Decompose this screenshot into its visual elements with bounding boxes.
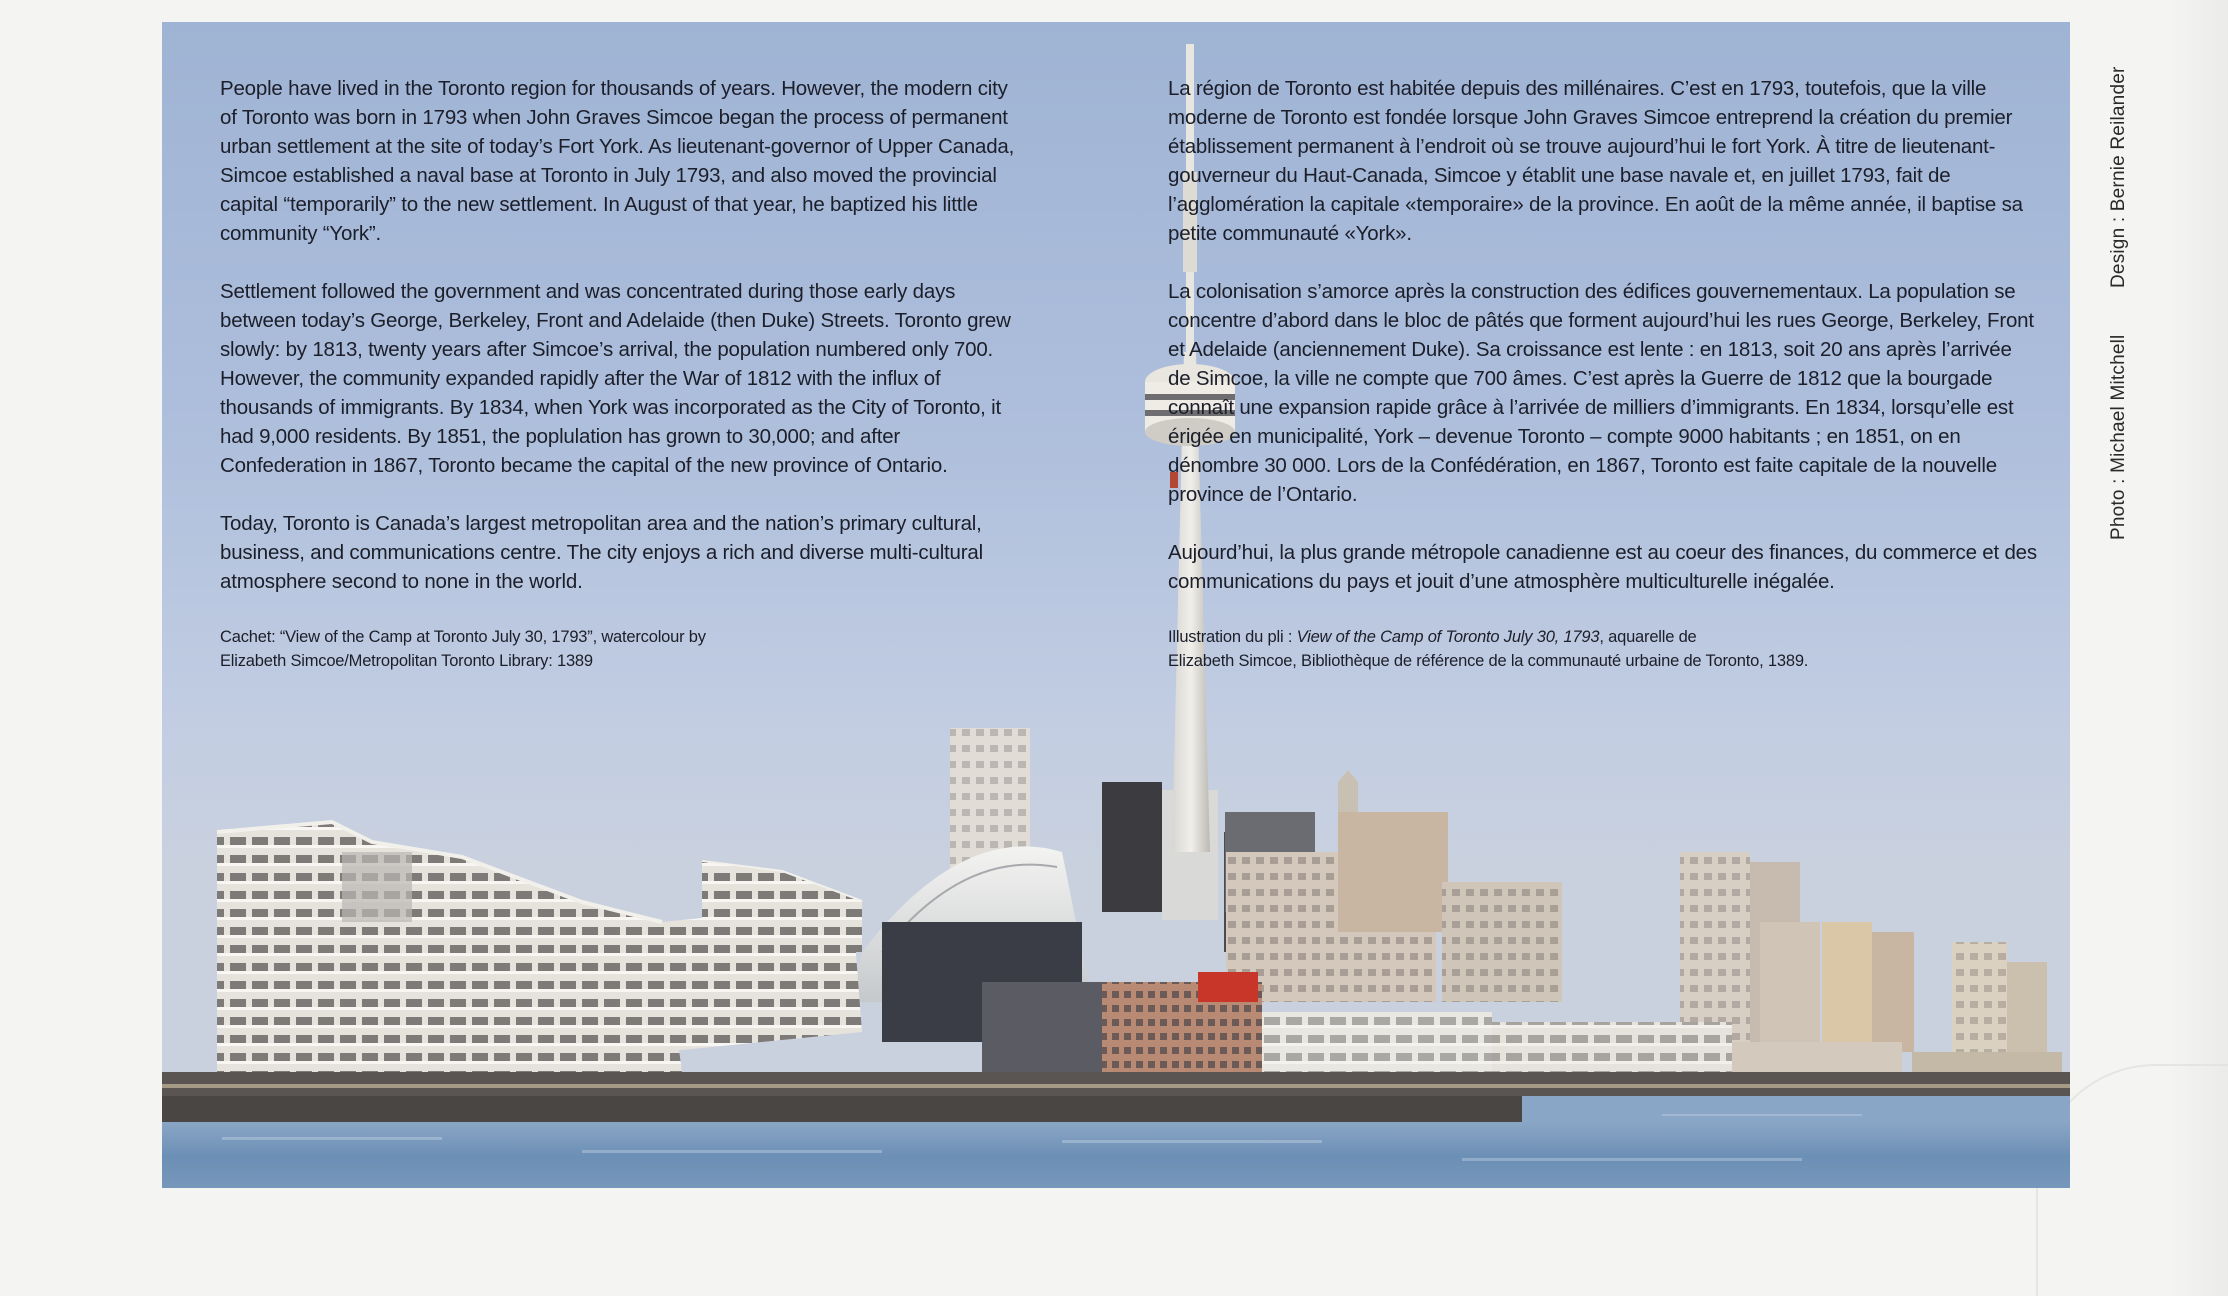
french-paragraph-1: La région de Toronto est habitée depuis des millénaires. C’est en 1793, toutefois, que la ville moderne de Toronto est fondée lorsque John Graves Simcoe entreprend la création du premier établissement permanent à l’endroit où se trouve aujourd’hui le fort York. À titre de lieutenant-gouverneur du Haut-Canada, Simcoe y établit une base navale et, en juillet 1793, fait de l’agglomération la capitale «temporaire» de la province. En août de la même année, il baptise sa petite communauté «York».	[1168, 77, 2023, 245]
french-caption-prefix: Illustration du pli :	[1168, 628, 1297, 646]
french-caption-title: View of the Camp of Toronto July 30, 1793	[1296, 628, 1600, 646]
french-caption-line-1	[1168, 625, 2038, 649]
english-text-column	[220, 74, 1020, 673]
french-paragraph-3: Aujourd’hui, la plus grande métropole canadienne est au coeur des finances, du commerce et des communications du pays et jouit d’une atmosphère multiculturelle inégalée.	[1168, 541, 2037, 593]
french-paragraph-2: La colonisation s’amorce après la construction des édifices gouvernementaux. La population se concentre d’abord dans le bloc de pâtés que forment aujourd’hui les rues George, Berkeley, Front et Adelaide (anciennement Duke). Sa croissance est lente : en 1813, soit 20 ans après l’arrivée de Simcoe, la ville ne compte que 700 âmes. C’est après la Guerre de 1812 que la bourgade connaît une expansion rapide grâce à l’arrivée de milliers d’immigrants. En 1834, lorsqu’elle est érigée en municipalité, York – devenue Toronto – compte 9000 habitants ; en 1851, on en dénombre 30 000. Lors de la Confédération, en 1867, Toronto est faite capitale de la nouvelle province de l’Ontario.	[1168, 280, 2034, 506]
photo-credit: Photo : Michael Mitchell	[2108, 334, 2129, 540]
english-caption-line-2: Elizabeth Simcoe/Metropolitan Toronto Library: 1389	[220, 652, 593, 670]
toronto-skyline-photo	[162, 22, 2070, 1188]
design-credit: Design : Bernie Reilander	[2108, 66, 2129, 288]
english-caption	[220, 625, 1020, 673]
french-text-column	[1168, 74, 2038, 673]
french-caption-line-2: Elizabeth Simcoe, Bibliothèque de référence de la communauté urbaine de Toronto, 1389.	[1168, 652, 1809, 670]
english-paragraph-3: Today, Toronto is Canada’s largest metropolitan area and the nation’s primary cultural, business, and communications centre. The city enjoys a rich and diverse multi-cultural atmosphere second to none in the world.	[220, 512, 983, 593]
english-paragraph-1: People have lived in the Toronto region for thousands of years. However, the modern city of Toronto was born in 1793 when John Graves Simcoe began the process of permanent urban settlement at the site of today’s Fort York. As lieutenant-governor of Upper Canada, Simcoe established a naval base at Toronto in July 1793, and also moved the provincial capital “temporarily” to the new settlement. In August of that year, he baptized his little community “York”.	[220, 77, 1015, 245]
french-caption-suffix: , aquarelle de	[1599, 628, 1697, 646]
english-paragraph-2: Settlement followed the government and was concentrated during those early days between today’s George, Berkeley, Front and Adelaide (then Duke) Streets. Toronto grew slowly: by 1813, twenty years after Simcoe’s arrival, the population numbered only 700. However, the community expanded rapidly after the War of 1812 with the influx of thousands of immigrants. By 1834, when York was incorporated as the City of Toronto, it had 9,000 residents. By 1851, the poplulation has grown to 30,000; and after Confederation in 1867, Toronto became the capital of the new province of Ontario.	[220, 280, 1011, 477]
french-caption	[1168, 625, 2038, 673]
english-caption-line-1: Cachet: “View of the Camp at Toronto July 30, 1793”, watercolour by	[220, 628, 706, 646]
